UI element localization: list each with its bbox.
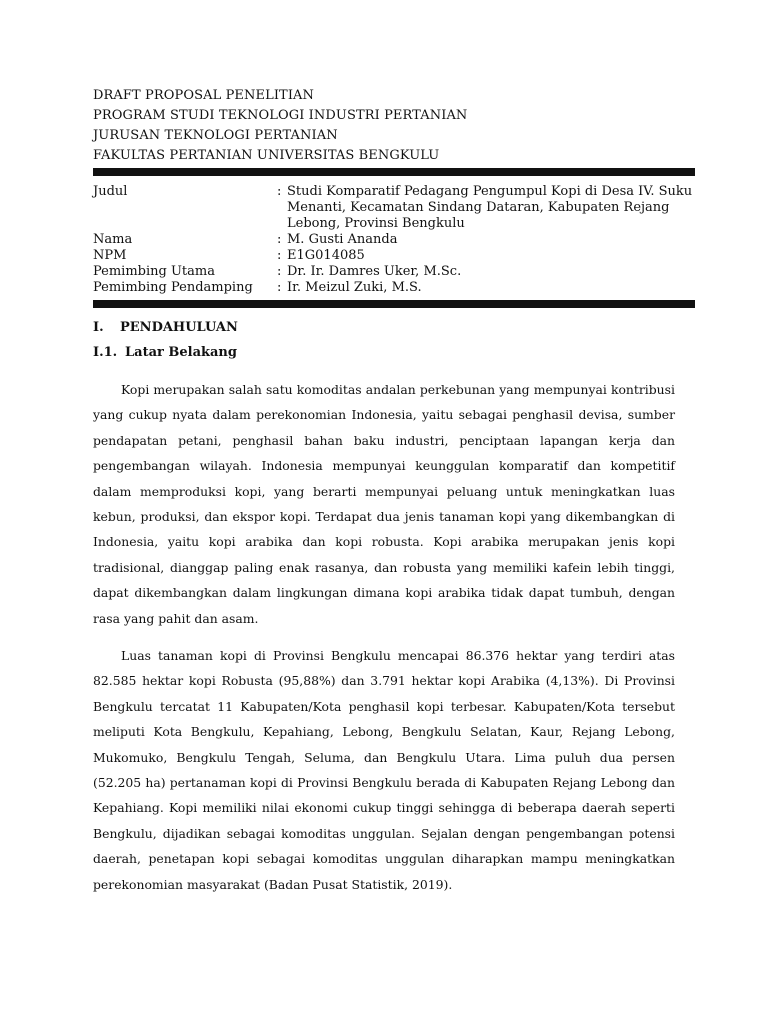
info-label: Pemimbing Utama: [93, 264, 215, 279]
info-colon: :: [277, 280, 282, 295]
body-paragraph-1: Kopi merupakan salah satu komoditas andalan perkebunan yang mempunyai kontribusi yang cukup nyata dalam perekonomian Indonesia, yaitu sebagai penghasil devisa, sumber pendapatan petani, penghasil bahan baku industri, penciptaan lapangan kerja dan pengembangan wilayah. Indonesia mempunyai keunggulan komparatif dan kompetitif dalam memproduksi kopi, yang berarti mempunyai peluang untuk meningkatkan luas kebun, produksi, dan ekspor kopi. Terdapat dua jenis tanaman kopi yang dikembangkan di Indonesia, yaitu kopi arabika dan kopi robusta. Kopi arabika merupakan jenis kopi tradisional, dianggap paling enak rasanya, dan robusta yang memiliki kafein lebih tinggi, dapat dikembangkan dalam lingkungan dimana kopi arabika tidak dapat tumbuh, dengan rasa yang pahit dan asam.: [93, 382, 675, 626]
subsection-heading: [93, 345, 237, 360]
info-value: Ir. Meizul Zuki, M.S.: [287, 280, 422, 295]
info-value: E1G014085: [287, 248, 365, 263]
section-heading: [93, 320, 238, 335]
info-value: Studi Komparatif Pedagang Pengumpul Kopi di Desa IV. Suku Menanti, Kecamatan Sindang Dataran, Kabupaten Rejang Lebong, Provinsi Bengkulu: [287, 184, 693, 231]
body-paragraph-2: Luas tanaman kopi di Provinsi Bengkulu mencapai 86.376 hektar yang terdiri atas 82.585 hektar kopi Robusta (95,88%) dan 3.791 hektar kopi Arabika (4,13%). Di Provinsi Bengkulu tercatat 11 Kabupaten/Kota penghasil kopi terbesar. Kabupaten/Kota tersebut meliputi Kota Bengkulu, Kepahiang, Lebong, Bengkulu Selatan, Kaur, Rejang Lebong, Mukomuko, Bengkulu Tengah, Seluma, dan Bengkulu Utara. Lima puluh dua persen (52.205 ha) pertanaman kopi di Provinsi Bengkulu berada di Kabupaten Rejang Lebong dan Kepahiang. Kopi memiliki nilai ekonomi cukup tinggi sehingga di beberapa daerah seperti Bengkulu, dijadikan sebagai komoditas unggulan. Sejalan dengan pengembangan potensi daerah, penetapan kopi sebagai komoditas unggulan diharapkan mampu meningkatkan perekonomian masyarakat (Badan Pusat Statistik, 2019).: [93, 648, 675, 892]
info-colon: :: [277, 184, 282, 199]
section-number: I.: [93, 320, 104, 335]
header-line-1: DRAFT PROPOSAL PENELITIAN: [93, 88, 315, 103]
proposal-info-table: [93, 184, 695, 296]
info-value: Dr. Ir. Damres Uker, M.Sc.: [287, 264, 462, 279]
info-row-nama: [93, 232, 695, 248]
section-title: PENDAHULUAN: [120, 320, 238, 335]
top-divider: [93, 168, 695, 176]
info-colon: :: [277, 232, 282, 247]
subsection-title: Latar Belakang: [125, 345, 237, 360]
info-row-pembimbing-utama: [93, 264, 695, 280]
info-row-judul: [93, 184, 695, 232]
info-label: Pemimbing Pendamping: [93, 280, 253, 295]
info-row-npm: [93, 248, 695, 264]
info-value: M. Gusti Ananda: [287, 232, 398, 247]
info-colon: :: [277, 264, 282, 279]
document-header: [93, 86, 467, 166]
header-line-4: FAKULTAS PERTANIAN UNIVERSITAS BENGKULU: [93, 148, 440, 163]
header-line-2: PROGRAM STUDI TEKNOLOGI INDUSTRI PERTANIAN: [93, 108, 468, 123]
header-line-3: JURUSAN TEKNOLOGI PERTANIAN: [93, 128, 338, 143]
info-label: Judul: [93, 184, 128, 199]
info-label: NPM: [93, 248, 127, 263]
info-label: Nama: [93, 232, 133, 247]
bottom-divider: [93, 300, 695, 308]
info-row-pembimbing-pendamping: [93, 280, 695, 296]
subsection-number: I.1.: [93, 345, 118, 360]
info-colon: :: [277, 248, 282, 263]
